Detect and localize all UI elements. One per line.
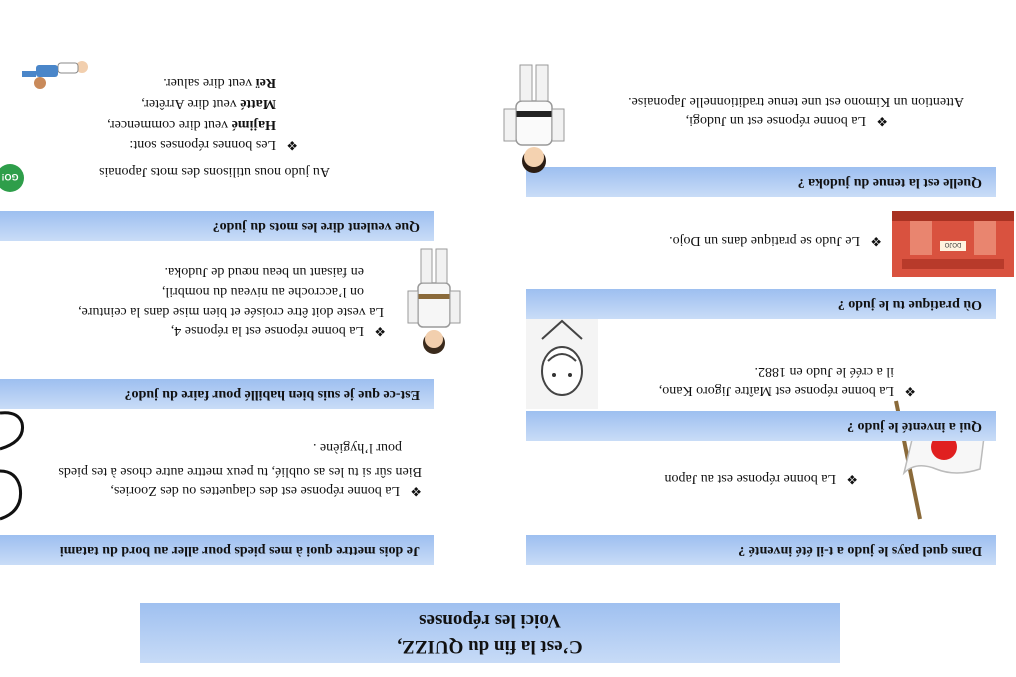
answer-dressed-4: en faisant un beau nœud de Judoka. (164, 264, 364, 279)
answer-feet-2: Bien sûr si tu les as oublié, tu peux mettre autre chose à tes pieds (58, 464, 422, 479)
go-badge-label: GO! (1, 172, 19, 182)
word-matte: Matté veut dire Arrêter, (141, 96, 276, 111)
bullet-icon: ❖ (410, 484, 422, 499)
dojo-sign: DOJO (944, 241, 962, 247)
answer-inventor-2: il a créé le Judo en 1882. (754, 364, 894, 379)
dojo-building (892, 206, 1014, 277)
words-intro: Au judo nous utilisons des mots Japonais (98, 164, 330, 179)
judoka-dressed (404, 236, 464, 357)
question-bar-country: Dans quel pays le judo a t-il été inventé ? (526, 535, 996, 565)
bullet-icon: ❖ (870, 234, 882, 249)
question-bar-dojo: Où pratique tu le judo ? (526, 289, 996, 319)
bullet-icon: ❖ (374, 324, 386, 339)
title-line-1: C’est la fin du QUIZZ, (397, 636, 583, 657)
title-line-2: Voici les réponses (419, 610, 561, 631)
question-bar-dressed: Est-ce que je suis bien habillé pour faire du judo? (0, 379, 434, 409)
answer-feet-1: ❖La bonne réponse est des claquettes ou des Zoories, (110, 483, 422, 499)
bullet-icon: ❖ (846, 472, 858, 487)
answer-dojo: ❖Le Judo se pratique dans un Dojo. (669, 233, 882, 249)
answer-dressed-1: ❖La bonne réponse est la réponse 4, (170, 323, 386, 339)
answer-outfit-1: ❖La bonne réponse est un Judogi, (685, 113, 888, 129)
question-bar-inventor: Qui a inventé le judo ? (526, 411, 996, 441)
bullet-icon: ❖ (876, 114, 888, 129)
slipper-icon (0, 402, 30, 527)
kids-bowing (16, 42, 96, 97)
answer-dressed-2: La veste doit être croisée et bien mise dans la ceinture, (78, 304, 384, 319)
answer-dressed-3: on l’accroche au niveau du nombril, (161, 284, 364, 299)
page-title (140, 603, 840, 663)
word-rei: Reï veut dire saluer. (163, 75, 276, 90)
question-bar-outfit: Quelle est la tenue du judoka ? (526, 167, 996, 197)
word-hajime: Hajimé veut dire commencer, (107, 117, 276, 132)
answer-outfit-2: Attention un Kimono est une tenue traditionnelle Japonaise. (628, 94, 964, 109)
bullet-icon: ❖ (904, 384, 916, 399)
judogi-boy (500, 52, 568, 177)
go-badge (0, 158, 26, 193)
answer-inventor-1: ❖La bonne réponse est Maître Jigoro Kano, (658, 383, 916, 399)
answer-country: ❖La bonne réponse est au Japon (664, 471, 858, 487)
bullet-icon: ❖ (286, 138, 298, 153)
question-bar-words: Que veulent dire les mots du judo? (0, 211, 434, 241)
kano-portrait (526, 314, 598, 409)
answer-feet-3: pour l’hygiène . (312, 440, 402, 455)
words-answer-1: ❖Les bonnes réponses sont: (129, 137, 298, 153)
question-bar-feet: Je dois mettre quoi à mes pieds pour aller au bord du tatami (0, 535, 434, 565)
